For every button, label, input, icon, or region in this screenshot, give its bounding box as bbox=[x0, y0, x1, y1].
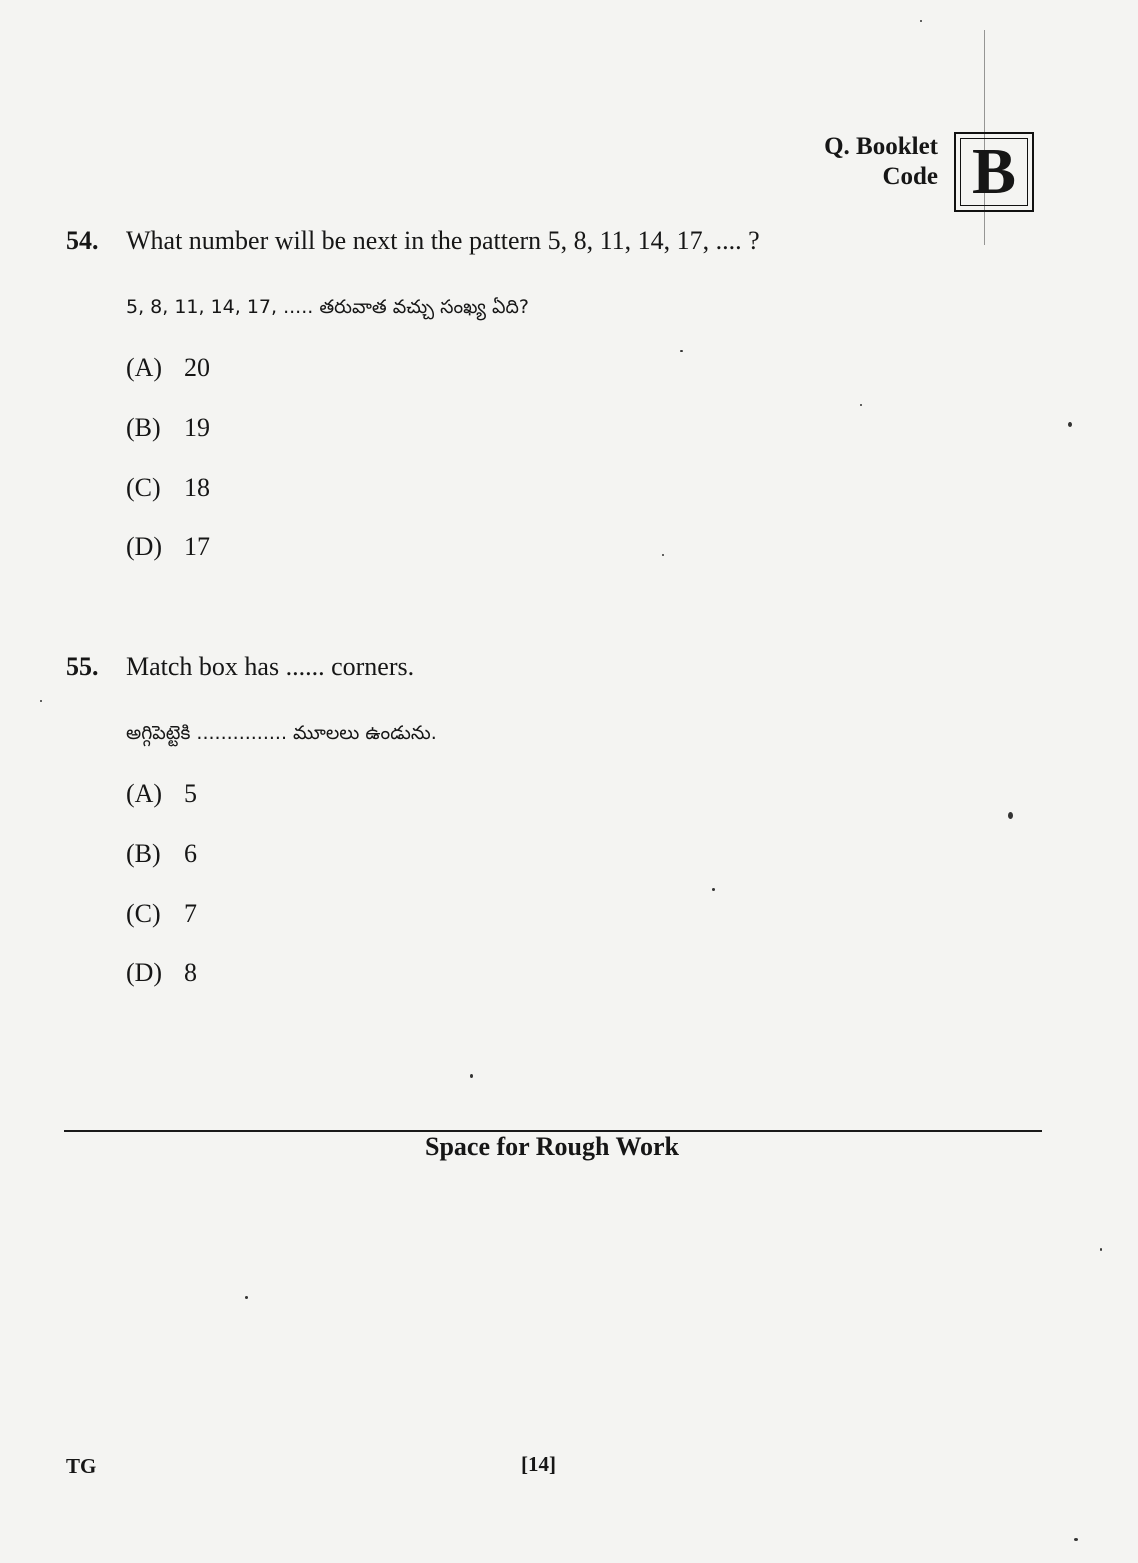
question-text: What number will be next in the pattern 5, 8, 11, 14, 17, .... ? bbox=[126, 226, 760, 255]
scan-speck bbox=[920, 20, 922, 22]
option-value: 6 bbox=[184, 839, 197, 868]
option-letter: (C) bbox=[126, 899, 161, 928]
option-letter: (D) bbox=[126, 958, 163, 987]
option-a bbox=[126, 779, 197, 809]
option-letter: (B) bbox=[126, 413, 161, 442]
scan-speck bbox=[470, 1074, 473, 1078]
option-d bbox=[126, 532, 210, 562]
footer-code: TG bbox=[66, 1454, 97, 1478]
option-letter: (C) bbox=[126, 473, 161, 502]
rough-work-title: Space for Rough Work bbox=[424, 1132, 680, 1161]
option-value: 7 bbox=[184, 899, 197, 928]
booklet-code-label bbox=[824, 132, 938, 192]
option-value: 17 bbox=[184, 532, 210, 561]
scan-speck bbox=[680, 350, 683, 352]
option-letter: (B) bbox=[126, 839, 161, 868]
question-number: 54. bbox=[66, 226, 99, 255]
option-value: 19 bbox=[184, 413, 210, 442]
scan-speck bbox=[1008, 812, 1013, 819]
question-text-telugu: అగ్గిపెట్టెకి ............... మూలలు ఉండును. bbox=[126, 722, 437, 744]
option-value: 8 bbox=[184, 958, 197, 987]
option-a bbox=[126, 353, 210, 383]
option-value: 20 bbox=[184, 353, 210, 382]
option-letter: (A) bbox=[126, 779, 163, 808]
page-number: [14] bbox=[521, 1452, 556, 1476]
option-b bbox=[126, 839, 197, 869]
question-text: Match box has ...... corners. bbox=[126, 652, 415, 681]
question-text-telugu: 5, 8, 11, 14, 17, ..... తరువాత వచ్చు సంఖ్య ఏది? bbox=[126, 296, 529, 318]
scan-speck bbox=[1100, 1248, 1102, 1251]
option-c bbox=[126, 473, 210, 503]
booklet-code-box bbox=[954, 132, 1034, 212]
scan-speck bbox=[662, 554, 664, 556]
scan-speck bbox=[860, 404, 862, 406]
booklet-label-line2: Code bbox=[882, 163, 938, 190]
scan-speck bbox=[1074, 1538, 1078, 1541]
option-letter: (D) bbox=[126, 532, 163, 561]
booklet-label-line1: Q. Booklet bbox=[824, 133, 938, 160]
option-value: 18 bbox=[184, 473, 210, 502]
option-c bbox=[126, 899, 197, 929]
option-d bbox=[126, 958, 197, 988]
scan-speck bbox=[40, 700, 42, 702]
option-value: 5 bbox=[184, 779, 197, 808]
question-number: 55. bbox=[66, 652, 99, 681]
booklet-code-letter: B bbox=[971, 135, 1017, 208]
option-letter: (A) bbox=[126, 353, 163, 382]
scan-speck bbox=[712, 888, 715, 891]
scan-speck bbox=[1068, 422, 1072, 427]
scan-speck bbox=[245, 1296, 248, 1299]
option-b bbox=[126, 413, 210, 443]
